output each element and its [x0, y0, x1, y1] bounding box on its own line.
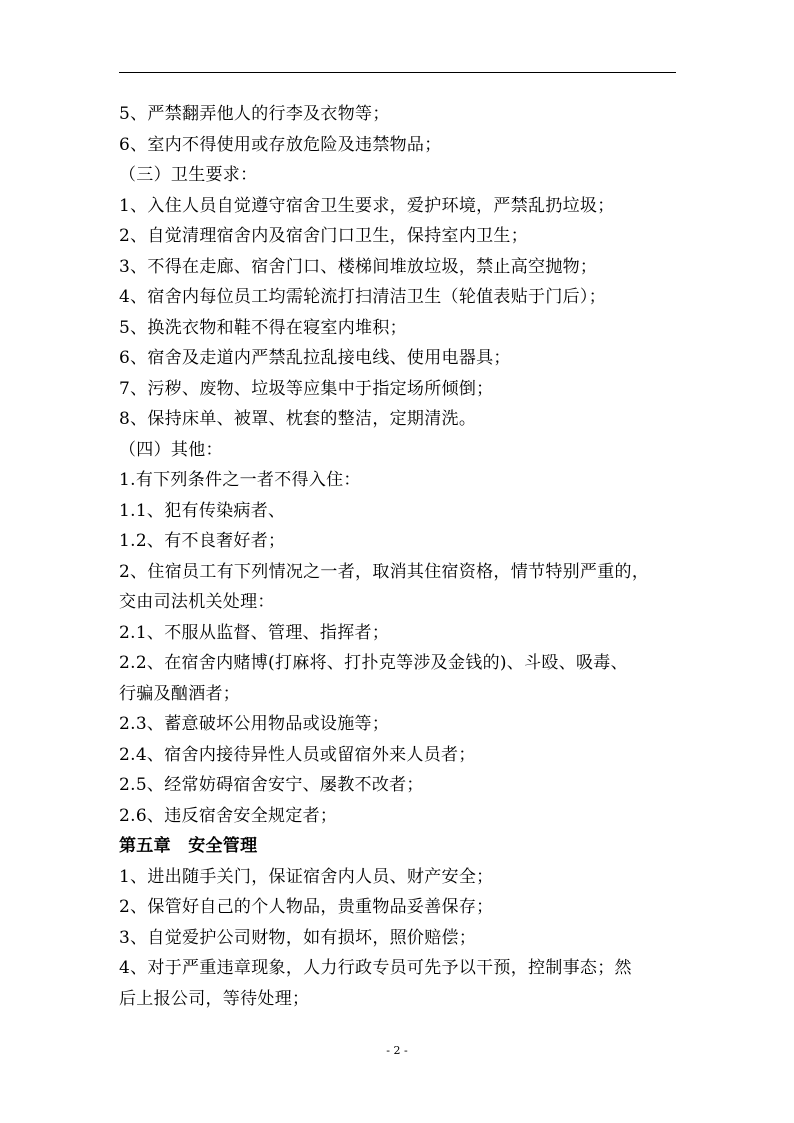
text-line: 2、住宿员工有下列情况之一者，取消其住宿资格，情节特别严重的， [119, 561, 650, 582]
page-number: - 2 - [386, 1044, 408, 1057]
section-subheading: （三）卫生要求： [119, 165, 258, 185]
document-body [119, 99, 679, 1014]
text-line: 2、保管好自己的个人物品，贵重物品妥善保存； [119, 897, 494, 917]
text-line: 后上报公司，等待处理； [119, 988, 310, 1009]
text-line: 行骗及酗酒者； [119, 683, 241, 704]
text-line: 6、室内不得使用或存放危险及违禁物品； [119, 134, 442, 155]
text-line: 1、进出随手关门，保证宿舍内人员、财产安全； [119, 866, 494, 887]
text-line: 5、换洗衣物和鞋不得在寝室内堆积； [119, 317, 407, 338]
text-line: 2、自觉清理宿舍内及宿舍门口卫生，保持室内卫生； [119, 226, 529, 246]
text-line: 3、自觉爱护公司财物，如有损坏，照价赔偿； [119, 927, 477, 948]
text-line: 8、保持床单、被罩、枕套的整洁，定期清洗。 [119, 409, 477, 429]
text-line: 2.5、经常妨碍宿舍安宁、屡教不改者； [119, 775, 424, 795]
text-line: 2.1、不服从监督、管理、指挥者； [119, 622, 390, 643]
text-line: 4、宿舍内每位员工均需轮流打扫清洁卫生（轮值表贴于门后）； [119, 287, 607, 307]
text-line: 2.3、蓄意破坏公用物品或设施等； [119, 714, 390, 734]
header-rule [119, 72, 676, 73]
text-line: 5、严禁翻弄他人的行李及衣物等； [119, 104, 390, 124]
text-line: 1.2、有不良奢好者； [119, 531, 286, 551]
text-line: 1、入住人员自觉遵守宿舍卫生要求，爱护环境，严禁乱扔垃圾； [119, 195, 615, 216]
text-line: 3、不得在走廊、宿舍门口、楼梯间堆放垃圾，禁止高空抛物； [119, 256, 598, 277]
text-line: 2.4、宿舍内接待异性人员或留宿外来人员者； [119, 744, 476, 765]
section-subheading: （四）其他： [119, 439, 223, 460]
text-line: 2.2、在宿舍内赌博(打麻将、打扑克等涉及金钱的)、斗殴、吸毒、 [119, 653, 628, 673]
text-line: 7、污秽、废物、垃圾等应集中于指定场所倾倒； [119, 378, 494, 399]
text-line: 交由司法机关处理： [119, 592, 275, 612]
text-line: 2.6、违反宿舍安全规定者； [119, 805, 338, 826]
text-line: 1.1、犯有传染病者、 [119, 500, 286, 521]
text-line: 6、宿舍及走道内严禁乱拉乱接电线、使用电器具； [119, 348, 511, 368]
chapter-heading: 第五章 安全管理 [119, 836, 258, 856]
text-line: 4、对于严重违章现象，人力行政专员可先予以干预，控制事态；然 [119, 958, 632, 978]
text-line: 1.有下列条件之一者不得入住： [119, 470, 361, 490]
